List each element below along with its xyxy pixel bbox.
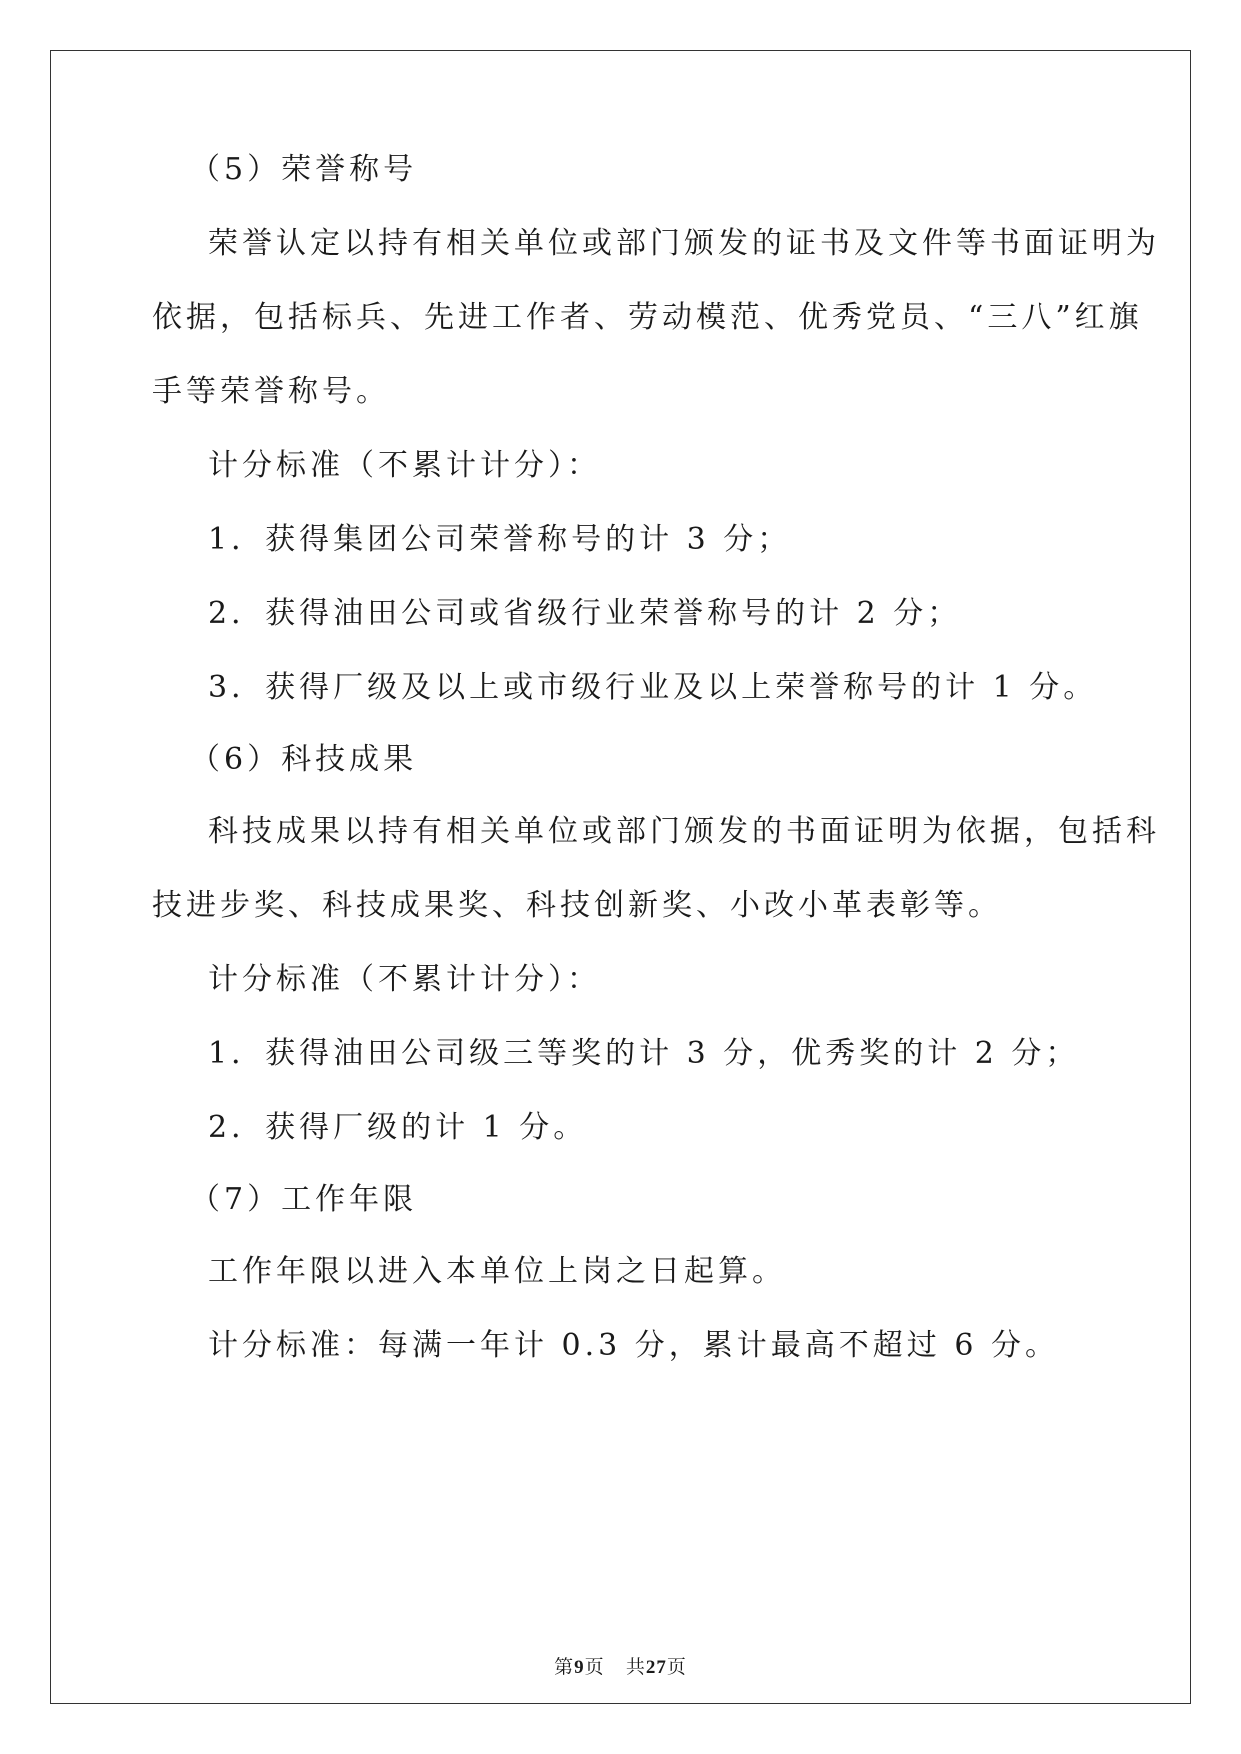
- scoring-standard-label: 计分标准（不累计计分）：: [208, 448, 601, 483]
- list-item: 1．获得集团公司荣誉称号的计 3 分；: [208, 522, 792, 557]
- page-number: 9: [574, 1657, 585, 1678]
- list-item: 1．获得油田公司级三等奖的计 3 分，优秀奖的计 2 分；: [208, 1036, 1080, 1071]
- total-pages: 27: [645, 1657, 667, 1678]
- paragraph-line: 手等荣誉称号。: [152, 374, 390, 409]
- list-item: 2．获得厂级的计 1 分。: [208, 1110, 588, 1145]
- paragraph-line: 技进步奖、科技成果奖、科技创新奖、小改小革表彰等。: [152, 888, 1002, 923]
- total-suffix: 页: [666, 1656, 687, 1678]
- paragraph-line: 荣誉认定以持有相关单位或部门颁发的证书及文件等书面证明为: [208, 226, 1160, 261]
- section-heading-tech: （6）科技成果: [190, 742, 418, 777]
- scoring-standard-line: 计分标准：每满一年计 0.3 分，累计最高不超过 6 分。: [208, 1328, 1059, 1363]
- page-prefix: 第: [554, 1656, 575, 1678]
- list-item: 2．获得油田公司或省级行业荣誉称号的计 2 分；: [208, 596, 962, 631]
- total-prefix: 共: [625, 1656, 646, 1678]
- scoring-standard-label: 计分标准（不累计计分）：: [208, 962, 601, 997]
- list-item: 3．获得厂级及以上或市级行业及以上荣誉称号的计 1 分。: [208, 670, 1098, 705]
- page-footer: [0, 1655, 1241, 1680]
- paragraph-line: 工作年限以进入本单位上岗之日起算。: [208, 1254, 786, 1289]
- section-heading-honor: （5）荣誉称号: [190, 152, 418, 187]
- section-heading-work-years: （7）工作年限: [190, 1182, 418, 1217]
- paragraph-line: 科技成果以持有相关单位或部门颁发的书面证明为依据，包括科: [208, 814, 1160, 849]
- paragraph-line: 依据，包括标兵、先进工作者、劳动模范、优秀党员、“三八”红旗: [152, 300, 1143, 335]
- page-suffix: 页: [584, 1656, 605, 1678]
